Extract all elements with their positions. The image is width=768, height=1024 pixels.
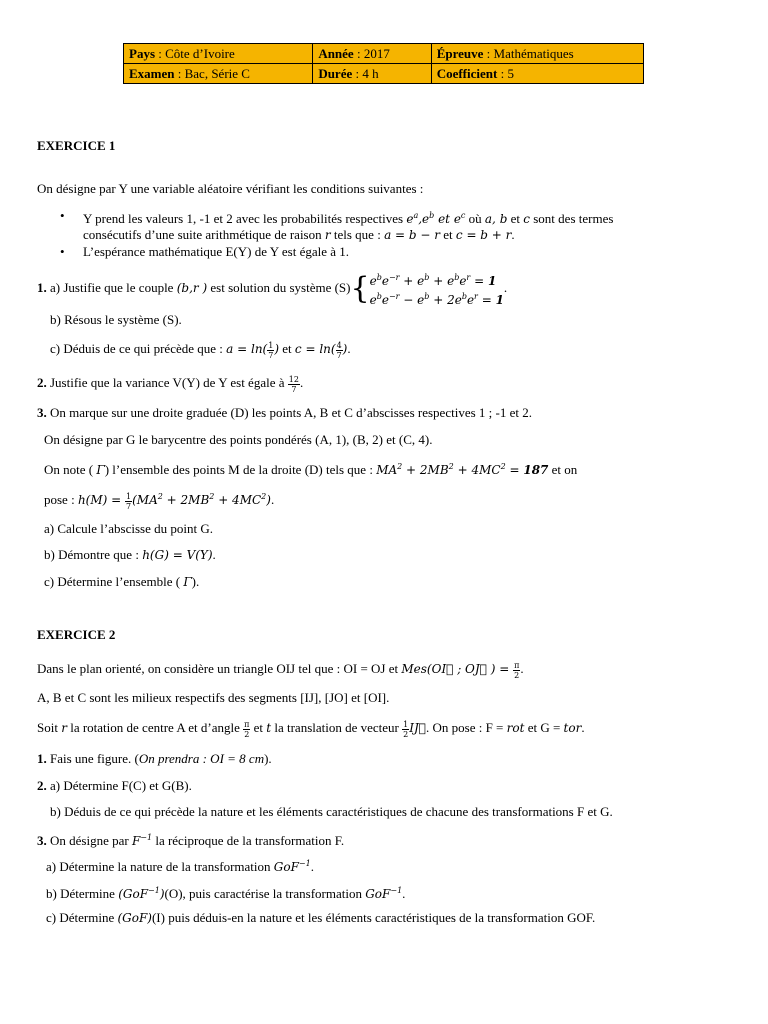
math: h(M) = — [77, 493, 126, 507]
math: ) — [274, 342, 280, 356]
text: On désigne par — [46, 833, 132, 848]
ex2-q3b: b) Détermine (GoF$^{-1}$)(O), puis caractérise la transformation GoF$^{-1}$. — [46, 886, 406, 901]
math: r — [61, 721, 67, 735]
text: la rotation de centre A et d’angle — [66, 720, 244, 735]
header-duree-cell — [313, 64, 431, 84]
header-epreuve-value: : Mathématiques — [483, 46, 574, 61]
ex1-q3 — [37, 404, 748, 421]
text: Fais une figure. ( — [46, 751, 139, 766]
math: Mes(OI⃗ ; OJ⃗ ) = — [401, 662, 514, 676]
ex2-q1 — [37, 750, 748, 767]
text: c) Déduis de ce qui précède que : — [50, 341, 227, 356]
text: ). — [264, 751, 272, 766]
math: $e^a,e^b$ et $e^c$ — [406, 211, 466, 226]
ex1-q3-line4: pose : h(M) = $\frac{1}{7}$ $(MA^2 + 2MB^2 + 4MC^2)$. — [44, 491, 275, 511]
ex1-q1b: b) Résous le système (S). — [50, 312, 182, 327]
header-epreuve-label: Épreuve — [436, 46, 484, 61]
text: b) Démontre que : — [44, 547, 143, 562]
header-examen-value: : Bac, Série C — [174, 66, 250, 81]
question-number: 3. — [37, 405, 47, 420]
math: c — [523, 212, 530, 226]
ex1-q3b: b) Démontre que : h(G) = V(Y). — [44, 547, 216, 562]
math: r — [324, 228, 331, 242]
text: ). — [191, 574, 200, 589]
text: a) Justifie que le couple — [46, 279, 177, 295]
exercise-2-title: EXERCICE 2 — [37, 627, 116, 642]
text: et G = — [524, 720, 564, 735]
text: et — [507, 211, 524, 226]
text: a) Détermine F(C) et G(B). — [46, 778, 192, 793]
math: $MA^2 + 2MB^2 + 4MC^2 = 187$ — [376, 462, 549, 477]
text: Soit — [37, 720, 62, 735]
text: tels que : — [330, 227, 385, 242]
header-duree-value: : 4 h — [352, 66, 379, 81]
question-number: 1. — [37, 279, 47, 295]
math: t — [266, 721, 272, 735]
ex2-line2: A, B et C sont les milieux respectifs des segments [IJ], [JO] et [OI]. — [37, 690, 390, 705]
math: Γ — [183, 575, 192, 589]
header-examen-cell — [124, 64, 313, 84]
math: c = b + r — [455, 228, 512, 242]
header-coef-value: : 5 — [497, 66, 514, 81]
header-pays-cell — [124, 44, 313, 64]
text: et — [440, 227, 456, 242]
ex1-q3a: a) Calcule l’abscisse du point G. — [44, 521, 213, 536]
ex1-q3-line2: On désigne par G le barycentre des points pondérés (A, 1), (B, 2) et (C, 4). — [44, 432, 433, 447]
text: On marque sur une droite graduée (D) les points A, B et C d’abscisses respectives 1 ; -1 et 2. — [46, 405, 532, 420]
header-pays-value: : Côte d’Ivoire — [155, 46, 235, 61]
ex2-line3: Soit r la rotation de centre A et d’angle $\frac{\pi}{2}$ et t la translation de vecteur $\frac{1}{2}$ IJ⃗. On pose : F = rot et G = tor. — [37, 719, 585, 739]
exercise-1-title: EXERCICE 1 — [37, 138, 116, 153]
ex1-bullet-1-line2: consécutifs d’une suite arithmétique de raison r tels que : a = b − r et c = b + r. — [83, 227, 515, 242]
header-pays-label: Pays — [129, 46, 155, 61]
ex2-q2b: b) Déduis de ce qui précède la nature et les éléments caractéristiques de chacune des transformations F et G. — [50, 804, 613, 819]
math: (GoF) — [117, 911, 152, 925]
text: consécutifs d’une suite arithmétique de raison — [83, 227, 325, 242]
math: (GoF$^{-1}$) — [118, 886, 165, 901]
header-annee-label: Année — [318, 46, 354, 61]
ex2-line1: Dans le plan orienté, on considère un triangle OIJ tel que : OI = OJ et Mes(OI⃗ ; OJ⃗ ) = $\frac{\pi}{2}$ . — [37, 660, 524, 680]
fraction: $\frac{4}{7}$ — [336, 340, 342, 360]
fraction: $\frac{12}{7}$ — [288, 374, 299, 394]
ex1-q1a: 1. a) Justifie que le couple (b,r ) est solution du système $(S)\{e^be^{-r} + e^b + e^be^r = 1$ $e^be^{-r} - e^b + 2e^be^r = 1$. — [37, 271, 508, 307]
math: (b,r ) — [176, 280, 208, 295]
ex2-q3c — [46, 909, 748, 927]
header-coef-label: Coefficient — [436, 66, 498, 81]
math: Γ — [96, 463, 105, 477]
math: IJ⃗ — [409, 721, 426, 735]
fraction: $\frac{1}{7}$ — [268, 340, 274, 360]
math: ) — [342, 342, 348, 356]
math: h(G) = V(Y) — [142, 548, 213, 562]
ex1-q3-line3 — [44, 458, 748, 479]
ex1-bullet-2: L’espérance mathématique E(Y) de Y est égale à 1. — [83, 244, 350, 259]
text: sont des termes — [530, 211, 614, 226]
text: . On pose : F = — [426, 720, 507, 735]
fraction: $\frac{\pi}{2}$ — [514, 660, 520, 680]
ex1-q1c: c) Déduis de ce qui précède que : a = ln( $\frac{1}{7}$ ) et c = ln( $\frac{4}{7}$ ). — [50, 340, 351, 360]
text: la translation de vecteur — [271, 720, 403, 735]
text: Dans le plan orienté, on considère un triangle OIJ tel que : OI = OJ et — [37, 661, 402, 676]
text: Justifie que la variance V(Y) de Y est égale à — [46, 375, 288, 390]
text: la réciproque de la transformation F. — [152, 833, 345, 848]
ex1-bullet-1 — [83, 207, 748, 228]
question-number: 2. — [37, 778, 47, 793]
header-duree-label: Durée — [318, 66, 353, 81]
header-epreuve-cell — [431, 44, 643, 64]
text: (I) puis déduis-en la nature et les éléments caractéristiques de la transformation GOF. — [151, 910, 596, 925]
math: $F^{-1}$ — [131, 833, 153, 848]
ex1-q2: 2. Justifie que la variance V(Y) de Y est égale à $\frac{12}{7}$ . — [37, 374, 304, 394]
text: (O), puis caractérise la transformation — [164, 886, 366, 901]
italic-text: On prendra : OI = 8 cm — [138, 751, 265, 766]
header-annee-value: : 2017 — [353, 46, 390, 61]
text: c) Détermine l’ensemble ( — [44, 574, 184, 589]
text: où — [465, 211, 485, 226]
text: Y prend les valeurs 1, -1 et 2 avec les probabilités respectives — [83, 211, 407, 226]
math: a, b — [484, 212, 508, 226]
question-number: 3. — [37, 833, 47, 848]
text: et — [279, 341, 295, 356]
header-coef-cell — [431, 64, 643, 84]
bullet-dot: • — [60, 208, 65, 223]
exam-header-table — [123, 43, 644, 84]
math: GoF$^{-1}$ — [273, 859, 311, 874]
fraction: $\frac{\pi}{2}$ — [244, 719, 250, 739]
ex1-q3c — [44, 573, 748, 591]
math: tor — [563, 721, 582, 735]
system-brace: { — [350, 271, 370, 306]
question-number: 1. — [37, 751, 47, 766]
fraction: $\frac{1}{7}$ — [126, 491, 132, 511]
math: $(MA^2 + 2MB^2 + 4MC^2)$ — [132, 492, 271, 507]
math: a = ln( — [226, 342, 268, 356]
text: b) Détermine — [46, 886, 119, 901]
text: c) Détermine — [46, 910, 118, 925]
fraction: $\frac{1}{2}$ — [403, 719, 409, 739]
text: et on — [548, 462, 578, 477]
ex1-intro: On désigne par Y une variable aléatoire vérifiant les conditions suivantes : — [37, 181, 424, 196]
question-number: 2. — [37, 375, 47, 390]
text: a) Détermine la nature de la transformation — [46, 859, 274, 874]
text: et — [250, 720, 267, 735]
text: On note ( — [44, 462, 97, 477]
header-annee-cell — [313, 44, 431, 64]
ex2-q2a — [37, 777, 748, 794]
math: a = b − r — [384, 228, 441, 242]
ex2-q3a: a) Détermine la nature de la transformation GoF$^{-1}$. — [46, 859, 314, 874]
math: c = ln( — [294, 342, 336, 356]
text: ) l’ensemble des points M de la droite (D) tels que : — [104, 462, 377, 477]
text: pose : — [44, 492, 78, 507]
ex2-q3 — [37, 829, 748, 850]
system-equations: $e^be^{-r} + e^b + e^be^r = 1$ $e^be^{-r} - e^b + 2e^be^r = 1$ — [369, 273, 504, 307]
math: rot — [506, 721, 525, 735]
text: est solution du système (S) — [207, 279, 351, 295]
bullet-dot: • — [60, 244, 65, 259]
header-examen-label: Examen — [129, 66, 175, 81]
math: GoF$^{-1}$ — [365, 886, 403, 901]
